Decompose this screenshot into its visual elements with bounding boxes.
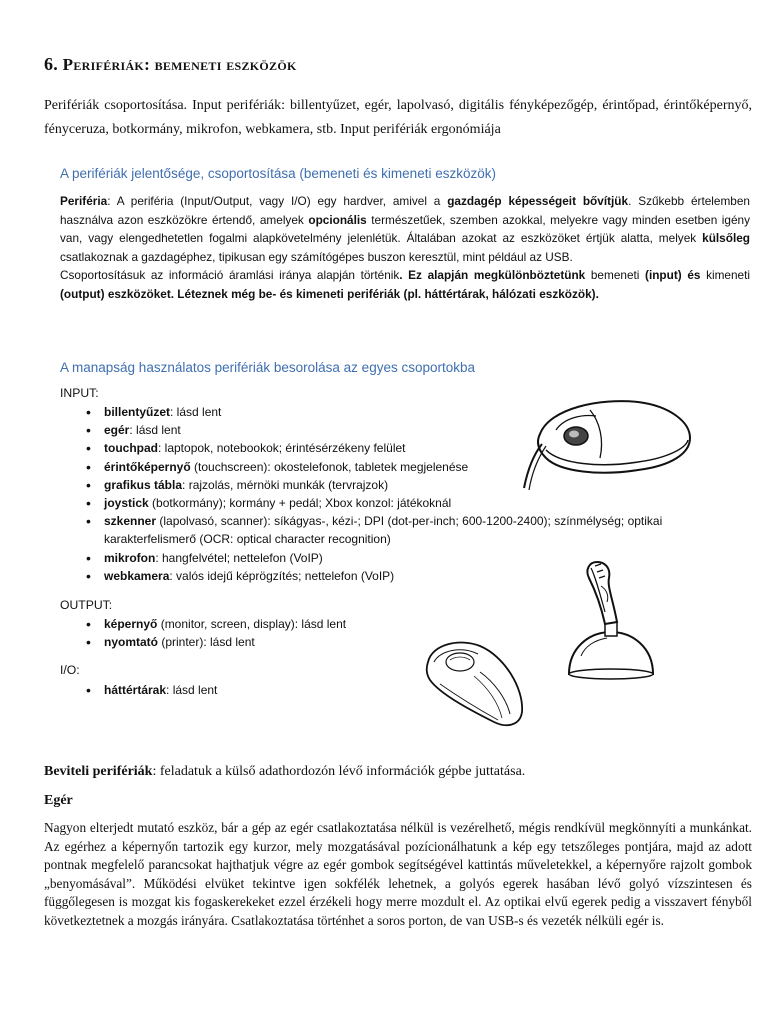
mouse-illustration — [520, 392, 705, 497]
box1-bold-span: (output) eszközöket. Léteznek még be- és kimeneti perifériák (pl. háttértárak, hálózati eszközök). — [60, 286, 599, 301]
eger-heading: Egér — [44, 793, 73, 808]
beviteli-text: : feladatuk a külső adathordozón lévő információk gépbe juttatása. — [152, 764, 526, 779]
list-item-text: (printer): lásd lent — [158, 635, 255, 650]
box1-bold-span: . Ez alapján megkülönböztetünk — [399, 268, 591, 282]
list-item-term: touchpad — [104, 441, 158, 456]
list-item-term: nyomtató — [104, 635, 158, 650]
eger-paragraph: Nagyon elterjedt mutató eszköz, bár a gép az egér csatlakoztatása nélkül is vezérelhető, mégis rendkívül megkönnyíti a munkánkat. Az egérhez a képernyőn tartozik egy kurzor, mely mozgatásával pozícionálhatunk a kép egy tetszőleges pontjára, majd az adott pontnak megfelelő parancsokat hajthatjuk végre az egér gombok segítségével kattintás műveletekkel, a képernyőre rajzolt gombok „benyomásával”. Működési elvüket tekintve igen sokfélék lehetnek, a golyós egerek hasában lévő golyó vízszintesen és függőlegesen is mozgat kis fogaskerekeket ezzel érzékeli hogy merre mozdult el. Az optikai elvű egerek pedig a visszavert fényből következtetnek a mozgás irányára. Csatlakoztatása történhet a soros porton, de van USB-s és vezeték nélküli egér is. — [44, 820, 752, 928]
box1-bold-span: külsőleg — [702, 231, 750, 245]
box1-paragraph-1 — [60, 192, 750, 266]
joystick-illustration — [555, 556, 665, 686]
input-label: INPUT: — [60, 386, 99, 400]
list-item-text: : rajzolás, mérnöki munkák (tervrajzok) — [182, 477, 389, 492]
list-item-text: : lásd lent — [170, 405, 222, 419]
heading-number: 6. — [44, 54, 59, 74]
beviteli-line — [44, 764, 525, 780]
list-item-term: grafikus tábla — [104, 477, 183, 492]
list-item-term: webkamera — [104, 568, 170, 583]
list-item-text: (lapolvasó, scanner): síkágyas-, kézi-; DPI (dot-per-inch; 600-1200-2400); színmélység; optikai karakterfelismerő (OCR: optical character recognition) — [104, 514, 663, 547]
list-item-term: egér — [104, 423, 130, 438]
list-item-text: : hangfelvétel; nettelefon (VoIP) — [155, 550, 323, 565]
list-item-text: (botkormány); kormány + pedál; Xbox konzol: játékoknál — [148, 496, 452, 511]
list-item-term: képernyő — [104, 617, 158, 631]
beviteli-term: Beviteli perifériák — [44, 764, 153, 779]
list-item-term: mikrofon — [104, 550, 156, 565]
list-item-text: : lásd lent — [166, 683, 218, 697]
list-item-term: billentyűzet — [104, 405, 171, 419]
box1-text — [60, 192, 750, 303]
page-heading — [44, 54, 297, 75]
list-item-text: : lásd lent — [129, 423, 181, 438]
box1-text-span: bemeneti — [590, 268, 640, 282]
list-item-term: joystick — [104, 496, 149, 511]
heading-title: Perifériák: bemeneti eszközök — [62, 55, 297, 74]
box1-text-span: . Szűkebb értelemben használva azon eszközökre értendő, amelyek — [60, 194, 750, 227]
list-item-term: háttértárak — [104, 683, 167, 697]
scanner-illustration — [420, 632, 530, 732]
box1-title: A perifériák jelentősége, csoportosítása (bemeneti és kimeneti eszközök) — [60, 166, 496, 181]
list-item-text: (touchscreen): okostelefonok, tabletek megjelenése — [190, 459, 469, 474]
list-item-term: szkenner — [104, 514, 157, 529]
box1-text-span: kimeneti — [706, 268, 751, 282]
box1-paragraph-2 — [60, 266, 750, 303]
output-label: OUTPUT: — [60, 598, 113, 612]
box1-bold-span: gazdagép képességeit bővítjük — [447, 194, 629, 208]
box2-title: A manapság használatos perifériák besorolása az egyes csoportokba — [60, 360, 475, 375]
list-item-term: érintőképernyő — [104, 459, 191, 474]
list-item-text: (monitor, screen, display): lásd lent — [157, 617, 347, 631]
box1-bold-span: opcionális — [308, 212, 367, 227]
box1-text-span: Csoportosításuk az információ áramlási iránya alapján történik — [60, 268, 400, 282]
list-item-text: : laptopok, notebookok; érintésérzékeny felület — [158, 441, 406, 456]
box1-bold-span: (input) és — [639, 268, 707, 282]
box1-term: Periféria — [60, 194, 108, 208]
box1-text-span: : A periféria (Input/Output, vagy I/O) egy hardver, amivel a — [107, 194, 448, 208]
box1-text-span: csatlakoznak a gazdagéphez, tipikusan egy számítógépes buszon keresztül, mint például az USB. — [60, 249, 573, 264]
list-item — [60, 512, 710, 548]
list-item-text: : valós idejű képrögzítés; nettelefon (VoIP) — [169, 568, 395, 583]
box1-text-span: természetűek, szemben azokkal, melyekre vagy minden esetben igény van, vagy elengedhetetlen fogalmi alapkövetelmény jelenlétük. Általában azokat az eszközöket értjük alatta, melyek — [60, 212, 751, 245]
intro-paragraph: Perifériák csoportosítása. Input perifériák: billentyűzet, egér, lapolvasó, digitális fényképezőgép, érintőpad, érintőképernyő, fényceruza, botkormány, mikrofon, webkamera, stb. Input perifériák ergonómiája — [44, 98, 752, 137]
io-label: I/O: — [60, 663, 80, 677]
